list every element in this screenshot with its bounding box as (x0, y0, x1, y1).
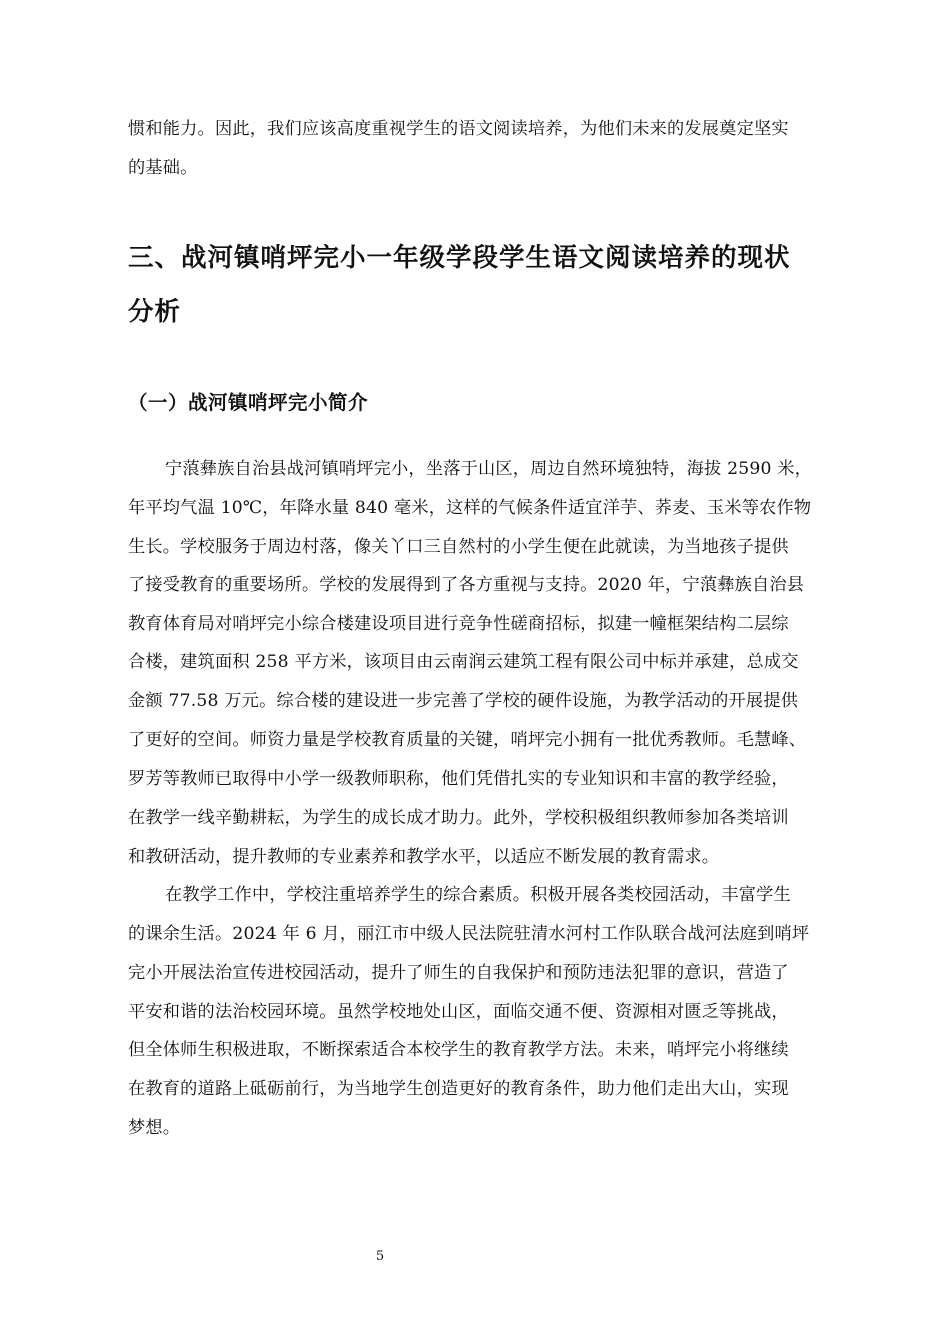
section-heading: 三、战河镇哨坪完小一年级学段学生语文阅读培养的现状 (128, 243, 791, 273)
body-text-line: 完小开展法治宣传进校园活动，提升了师生的自我保护和预防违法犯罪的意识，营造了 (128, 963, 789, 983)
body-text-line: 的基础。 (128, 158, 198, 178)
body-text-line: 罗芳等教师已取得中小学一级教师职称，他们凭借扎实的专业知识和丰富的教学经验， (128, 769, 789, 789)
body-text-line: 年平均气温 10℃，年降水量 840 毫米，这样的气候条件适宜洋芋、荞麦、玉米等农作物 (128, 498, 812, 518)
body-text-line: 教育体育局对哨坪完小综合楼建设项目进行竞争性磋商招标，拟建一幢框架结构二层综 (128, 614, 789, 634)
body-text-line: 梦想。 (128, 1118, 181, 1138)
body-text-line: 在教学一线辛勤耕耘，为学生的成长成才助力。此外，学校积极组织教师参加各类培训 (128, 808, 789, 828)
body-text-line: 了更好的空间。师资力量是学校教育质量的关键，哨坪完小拥有一批优秀教师。毛慧峰、 (128, 730, 807, 750)
body-text-line: 在教育的道路上砥砺前行，为当地学生创造更好的教育条件，助力他们走出大山，实现 (128, 1079, 789, 1099)
body-text-line: 合楼，建筑面积 258 平方米，该项目由云南润云建筑工程有限公司中标并承建，总成交 (128, 652, 799, 672)
body-text-line: 金额 77.58 万元。综合楼的建设进一步完善了学校的硬件设施，为教学活动的开展提供 (128, 691, 799, 711)
body-text-line: 了接受教育的重要场所。学校的发展得到了各方重视与支持。2020 年，宁蒗彝族自治县 (128, 575, 805, 595)
body-text-line: 但全体师生积极进取，不断探索适合本校学生的教育教学方法。未来，哨坪完小将继续 (128, 1040, 789, 1060)
body-text-line: 在教学工作中，学校注重培养学生的综合素质。积极开展各类校园活动，丰富学生 (165, 885, 791, 905)
body-text-line: 惯和能力。因此，我们应该高度重视学生的语文阅读培养，为他们未来的发展奠定坚实 (128, 119, 789, 139)
body-text-line: 平安和谐的法治校园环境。虽然学校地处山区，面临交通不便、资源相对匮乏等挑战， (128, 1002, 789, 1022)
body-text-line: 的课余生活。2024 年 6 月，丽江市中级人民法院驻清水河村工作队联合战河法庭到哨坪 (128, 924, 810, 944)
section-heading: 分析 (128, 297, 182, 327)
body-text-line: 宁蒗彝族自治县战河镇哨坪完小，坐落于山区，周边自然环境独特，海拔 2590 米， (165, 459, 813, 479)
page-number: 5 (375, 1249, 385, 1264)
body-text-line: 生长。学校服务于周边村落，像关丫口三自然村的小学生便在此就读，为当地孩子提供 (128, 537, 789, 557)
body-text-line: 和教研活动，提升教师的专业素养和教学水平，以适应不断发展的教育需求。 (128, 847, 720, 867)
subsection-heading: （一）战河镇哨坪完小简介 (128, 391, 369, 414)
